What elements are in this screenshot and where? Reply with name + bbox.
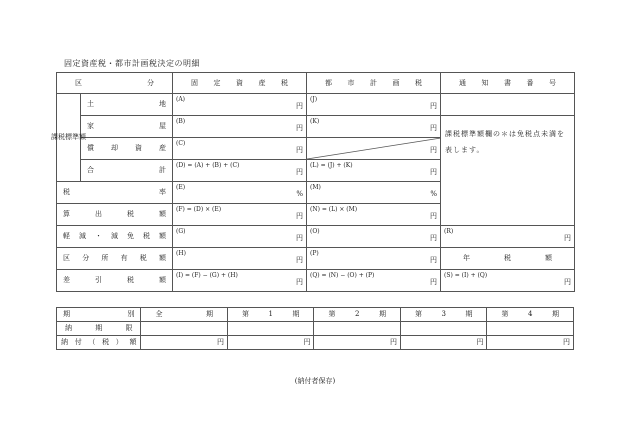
due-date-1	[227, 322, 314, 336]
annual-tax-header-char: 額	[545, 254, 552, 262]
header-city-planning-tax-char: 市	[347, 78, 355, 87]
row-label-calculated-tax-char: 算	[63, 210, 70, 218]
row-label-land	[81, 94, 173, 116]
row-label-calculated-tax-char: 税	[127, 210, 134, 218]
period-header-all	[141, 308, 228, 322]
header-notice-number-char: 知	[481, 78, 489, 87]
annual-tax-header-char: 税	[504, 254, 511, 262]
header-fixed-asset-tax-char: 定	[213, 78, 221, 87]
prepay-value-cell: (R) 円	[441, 226, 575, 248]
header-notice-number-char: 号	[549, 78, 556, 87]
header-fixed-asset-tax-char: 固	[191, 78, 198, 87]
payment-row-label-char: 納	[61, 338, 68, 346]
fixed-cell-ownership-tax: (H) 円	[173, 248, 307, 270]
header-city-planning-tax	[307, 73, 441, 94]
due-date-2	[314, 322, 401, 336]
city-cell-reduction: (O) 円	[307, 226, 441, 248]
header-fixed-asset-tax-char: 産	[258, 78, 266, 87]
fixed-cell-reduction: (G) 円	[173, 226, 307, 248]
payment-row-label-char: 税	[102, 338, 110, 346]
row-label-char: 土	[87, 100, 94, 108]
header-notice-number-char: 番	[526, 78, 534, 87]
header-city-planning-tax-char: 計	[370, 78, 377, 87]
row-label-payment-amount	[57, 336, 141, 350]
payer-copy-note: (納付者保存)	[294, 377, 336, 385]
city-cell-ownership-tax: (P) 円	[307, 248, 441, 270]
city-cell-rate: (M) %	[307, 182, 441, 204]
due-date-3	[400, 322, 487, 336]
diagonal-strike	[307, 138, 441, 159]
annual-tax-header-char: 年	[463, 254, 470, 262]
annual-tax-value-cell: (S) = (I) + (Q) 円	[441, 270, 575, 292]
row-label-char: 家	[87, 122, 94, 130]
row-label-net-tax-char: 差	[63, 276, 70, 284]
period-header-char: 期	[205, 310, 213, 318]
period-header-char: 第	[501, 310, 509, 318]
period-header-char: 全	[155, 310, 163, 318]
period-header-2	[314, 308, 401, 322]
row-label-net-tax-char: 額	[159, 276, 166, 284]
header-notice-number-char: 通	[459, 78, 466, 87]
header-kubun-char: 分	[147, 78, 154, 87]
period-header-char: 2	[355, 310, 360, 318]
period-header-3	[400, 308, 487, 322]
row-label-ownership-tax-char: 有	[120, 254, 128, 262]
period-header-char: 期	[551, 310, 559, 318]
period-header-char: 3	[441, 310, 446, 318]
fixed-cell-depreciable: (C) 円	[173, 138, 307, 160]
taxable-base-label-char: 標	[65, 133, 72, 141]
payment-row-label-char: 納	[65, 324, 72, 332]
city-cell-net-tax: (Q) = (N) − (O) + (P) 円	[307, 270, 441, 292]
taxable-base-label-char: 準	[72, 133, 79, 141]
payment-amount-3: 円	[400, 336, 487, 350]
header-fixed-asset-tax-char: 税	[281, 78, 288, 87]
payment-row-label-char: 付	[74, 338, 82, 346]
row-label-ownership-tax-char: 区	[63, 254, 70, 262]
row-label-ownership-tax-char: 税	[139, 254, 147, 262]
row-label-rate-char: 税	[63, 188, 70, 196]
payment-row-label-char: 額	[129, 338, 137, 346]
period-header-char: 期	[292, 310, 300, 318]
payment-amount-2: 円	[314, 336, 401, 350]
header-city-planning-tax-char: 画	[392, 78, 400, 87]
payment-row-label-char: ）	[115, 338, 123, 346]
row-label-char: 計	[159, 166, 166, 174]
city-cell-land: (J) 円	[307, 94, 441, 116]
header-notice-number	[441, 73, 575, 94]
row-label-reduction	[57, 226, 173, 248]
row-label-char: 却	[111, 144, 118, 152]
due-date-all	[141, 322, 228, 336]
row-label-char: 屋	[159, 122, 166, 130]
period-header-char: 1	[268, 310, 273, 318]
period-header-char: 第	[241, 310, 249, 318]
notice-number-cell	[441, 94, 575, 116]
row-label-ownership-tax-char: 分	[82, 254, 90, 262]
city-cell-calculated-tax: (N) = (L) × (M) 円	[307, 204, 441, 226]
tax-detail-table	[51, 72, 575, 292]
row-label-rate	[57, 182, 173, 204]
city-cell-depreciable: 円	[307, 138, 441, 160]
row-label-reduction-char: 税	[143, 232, 150, 240]
period-header-char: 期	[465, 310, 473, 318]
fixed-cell-net-tax: (I) = (F) − (G) + (H) 円	[173, 270, 307, 292]
city-cell-total: (L) = (J) + (K) 円	[307, 160, 441, 182]
payment-row-label-char: （	[88, 338, 96, 346]
fixed-cell-land: (A) 円	[173, 94, 307, 116]
row-label-total	[81, 160, 173, 182]
row-label-rate-char: 率	[159, 188, 166, 196]
row-label-char: 地	[159, 100, 166, 108]
period-header-1	[227, 308, 314, 322]
document-title: 固定資産税・都市計画税決定の明細	[64, 59, 200, 68]
row-label-net-tax-char: 税	[127, 276, 134, 284]
header-city-planning-tax-char: 都	[325, 78, 332, 87]
header-notice-number-char: 書	[504, 78, 511, 87]
header-kubun	[57, 73, 173, 94]
notice-text: 課税標準額欄の＊は免税点未満を表します。	[441, 116, 575, 226]
payment-row-label-char: 別	[127, 310, 135, 318]
row-label-char: 資	[135, 144, 142, 152]
period-header-char: 第	[414, 310, 422, 318]
row-label-period	[57, 308, 141, 322]
row-label-reduction-char: 減	[111, 232, 118, 240]
payment-row-label-char: 期	[95, 324, 103, 332]
annual-tax-header	[441, 248, 575, 270]
row-label-ownership-tax-char: 額	[158, 254, 166, 262]
row-label-char: 産	[159, 144, 166, 152]
row-label-net-tax	[57, 270, 173, 292]
period-header-char: 期	[378, 310, 386, 318]
period-header-char: 4	[528, 310, 533, 318]
row-label-char: 償	[87, 144, 94, 152]
taxable-base-label-char: 課	[51, 133, 58, 141]
header-fixed-asset-tax	[173, 73, 307, 94]
header-kubun-char: 区	[75, 78, 82, 87]
row-label-house	[81, 116, 173, 138]
payment-amount-1: 円	[227, 336, 314, 350]
row-label-reduction-char: 免	[127, 232, 134, 240]
header-city-planning-tax-char: 税	[415, 78, 422, 87]
row-label-ownership-tax-char: 所	[101, 254, 109, 262]
row-label-calculated-tax-char: 額	[159, 210, 166, 218]
due-date-4	[487, 322, 574, 336]
row-label-calculated-tax-char: 出	[95, 210, 102, 218]
row-label-reduction-char: 減	[79, 232, 86, 240]
row-label-net-tax-char: 引	[95, 276, 102, 284]
row-label-calculated-tax	[57, 204, 173, 226]
fixed-cell-calculated-tax: (F) = (D) × (E) 円	[173, 204, 307, 226]
row-label-reduction-char: 軽	[63, 232, 70, 240]
period-header-4	[487, 308, 574, 322]
row-label-due-date	[57, 322, 141, 336]
city-cell-house: (K) 円	[307, 116, 441, 138]
row-label-reduction-char: ・	[95, 232, 102, 240]
payment-row-label-char: 期	[63, 310, 70, 318]
period-header-char: 第	[328, 310, 336, 318]
fixed-cell-house: (B) 円	[173, 116, 307, 138]
row-label-ownership-tax	[57, 248, 173, 270]
header-fixed-asset-tax-char: 資	[236, 78, 243, 87]
taxable-base-label-char: 額	[79, 133, 86, 141]
fixed-cell-rate: (E) %	[173, 182, 307, 204]
payment-row-label-char: 限	[125, 324, 133, 332]
row-label-char: 合	[87, 166, 94, 174]
taxable-base-label	[51, 94, 86, 182]
payment-schedule-table	[56, 307, 574, 350]
row-label-reduction-char: 額	[159, 232, 166, 240]
row-label-depreciable	[81, 138, 173, 160]
payment-amount-all: 円	[141, 336, 228, 350]
fixed-cell-total: (D) = (A) + (B) + (C) 円	[173, 160, 307, 182]
taxable-base-label-char: 税	[58, 133, 65, 141]
payment-amount-4: 円	[487, 336, 574, 350]
